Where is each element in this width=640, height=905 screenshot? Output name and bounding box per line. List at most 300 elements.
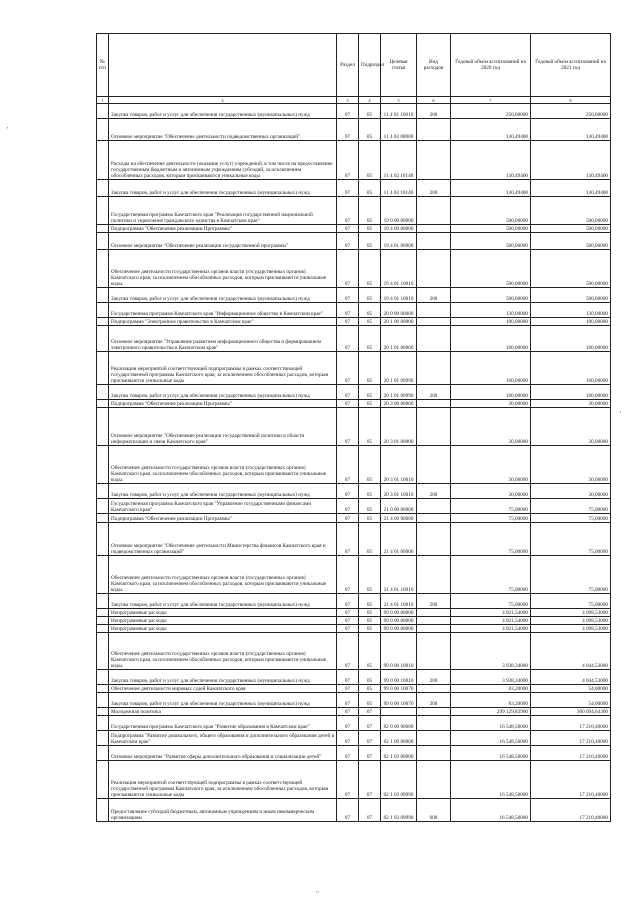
- row-amount-2020: 100,00000: [451, 326, 531, 352]
- row-amount-2021: 30,00000: [531, 484, 611, 499]
- row-amount-2021: 130,49400: [531, 119, 611, 141]
- row-amount-2020: 16 548,50000: [451, 761, 531, 799]
- row-description: Основное мероприятие "Обеспечение деятельности подведомственных организаций": [109, 119, 337, 141]
- row-expense-type: [417, 609, 451, 617]
- row-number-cell: [97, 693, 109, 708]
- table-row: [97, 180, 611, 197]
- row-amount-2020: 30,00000: [451, 446, 531, 484]
- row-amount-2020: 500,00000: [451, 250, 531, 288]
- row-amount-2021: 17 210,40000: [531, 731, 611, 746]
- row-expense-type: 200: [417, 180, 451, 197]
- row-description: Закупка товаров, работ и услуг для обеспечения государственных (муниципальных) нужд: [109, 670, 337, 685]
- row-amount-2020: 130,00000: [451, 303, 531, 318]
- row-amount-2020: 75,00000: [451, 594, 531, 609]
- header-razdel: Раздел: [337, 34, 359, 97]
- table-row: [97, 693, 611, 708]
- row-amount-2020: 75,00000: [451, 514, 531, 523]
- row-expense-type: [417, 400, 451, 408]
- row-razdel: 07: [337, 352, 359, 385]
- row-description: Непрограммные расходы: [109, 625, 337, 633]
- row-amount-2021: 500,00000: [531, 233, 611, 250]
- row-razdel: 07: [337, 514, 359, 523]
- row-razdel: 07: [337, 180, 359, 197]
- scan-mark-bottom: ": [316, 890, 319, 898]
- row-target-article: 21 4 00 00000: [381, 514, 417, 523]
- row-podrazdel: 05: [359, 446, 381, 484]
- row-amount-2020: 83,20000: [451, 693, 531, 708]
- row-description: Закупка товаров, работ и услуг для обеспечения государственных (муниципальных) нужд: [109, 385, 337, 400]
- row-number-cell: [97, 594, 109, 609]
- scan-mark-left: ': [7, 126, 9, 134]
- row-description: Подпрограмма "Развитие дошкольного, общего образования и дополнительного образования детей в Камчатском крае": [109, 731, 337, 746]
- row-razdel: 07: [337, 408, 359, 446]
- row-description: Основное мероприятие "Обеспечение реализации государственной программы": [109, 233, 337, 250]
- row-podrazdel: 05: [359, 197, 381, 225]
- row-expense-type: [417, 446, 451, 484]
- row-amount-2021: 250,00000: [531, 104, 611, 119]
- row-target-article: 11 4 01 10010: [381, 104, 417, 119]
- row-number-cell: [97, 225, 109, 233]
- row-razdel: 07: [337, 746, 359, 761]
- row-target-article: 19 0 00 00000: [381, 197, 417, 225]
- row-expense-type: [417, 250, 451, 288]
- row-amount-2021: 17 210,40000: [531, 746, 611, 761]
- row-expense-type: [417, 617, 451, 625]
- row-target-article: 99 0 00 10070: [381, 685, 417, 693]
- row-amount-2021: 4 098,53000: [531, 625, 611, 633]
- table-header-row: [97, 34, 611, 97]
- row-razdel: 07: [337, 708, 359, 716]
- row-expense-type: 600: [417, 799, 451, 822]
- row-description: Обеспечение деятельности государственных органов власти (государственных органов) Камчатского края, за исключением обособленных расходов, которым присваиваются уникальные коды.: [109, 633, 337, 670]
- row-podrazdel: 05: [359, 514, 381, 523]
- column-number: 6: [417, 97, 451, 104]
- row-podrazdel: 05: [359, 225, 381, 233]
- row-razdel: 07: [337, 484, 359, 499]
- row-description: Основное мероприятие "Обеспечение деятельности Министерства финансов Камчатского края и подведомственных организаций": [109, 523, 337, 556]
- row-amount-2020: 30,00000: [451, 400, 531, 408]
- row-amount-2020: 4 021,54000: [451, 617, 531, 625]
- row-razdel: 07: [337, 141, 359, 180]
- row-amount-2020: 500,00000: [451, 233, 531, 250]
- budget-allocation-table: [96, 33, 611, 822]
- row-amount-2021: 30,00000: [531, 408, 611, 446]
- row-description: Обеспечение деятельности государственных органов власти (государственных органов) Камчатского края, за исключением обособленных расходов, которым присваиваются уникальные коды.: [109, 250, 337, 288]
- row-description: Закупка товаров, работ и услуг для обеспечения государственных (муниципальных) нужд: [109, 484, 337, 499]
- row-podrazdel: 05: [359, 352, 381, 385]
- row-number-cell: [97, 141, 109, 180]
- table-row: [97, 594, 611, 609]
- row-razdel: 07: [337, 609, 359, 617]
- row-description: Закупка товаров, работ и услуг для обеспечения государственных (муниципальных) нужд: [109, 594, 337, 609]
- row-podrazdel: 05: [359, 408, 381, 446]
- row-podrazdel: 05: [359, 400, 381, 408]
- row-amount-2021: 75,00000: [531, 523, 611, 556]
- row-podrazdel: 05: [359, 523, 381, 556]
- row-podrazdel: 07: [359, 746, 381, 761]
- row-target-article: 20 3 01 00000: [381, 408, 417, 446]
- row-amount-2020: 16 548,50000: [451, 716, 531, 731]
- row-description: Государственная программа Камчатского края "Реализация государственной национальной политики и укрепление гражданского единства в Камчатском крае": [109, 197, 337, 225]
- row-razdel: 07: [337, 625, 359, 633]
- row-target-article: 20 1 01 00000: [381, 326, 417, 352]
- row-number-cell: [97, 250, 109, 288]
- row-amount-2021: 500,00000: [531, 250, 611, 288]
- column-number: 7: [451, 97, 531, 104]
- row-description: Государственная программа Камчатского края "Информационное общество в Камчатском крае": [109, 303, 337, 318]
- row-target-article: 19 4 01 00000: [381, 233, 417, 250]
- row-amount-2021: 130,00000: [531, 303, 611, 318]
- row-podrazdel: 05: [359, 141, 381, 180]
- row-razdel: 07: [337, 633, 359, 670]
- header-podrazdel: Подраздел: [359, 34, 381, 97]
- row-razdel: 07: [337, 499, 359, 514]
- row-razdel: 07: [337, 197, 359, 225]
- row-amount-2021: 54,00000: [531, 693, 611, 708]
- row-number-cell: [97, 446, 109, 484]
- row-amount-2021: 100,00000: [531, 385, 611, 400]
- row-amount-2020: 3 938,34000: [451, 670, 531, 685]
- row-podrazdel: 05: [359, 556, 381, 594]
- row-amount-2021: 54,00000: [531, 685, 611, 693]
- row-target-article: 21 4 01 10010: [381, 556, 417, 594]
- row-expense-type: [417, 625, 451, 633]
- table-row: [97, 761, 611, 799]
- row-number-cell: [97, 197, 109, 225]
- row-number-cell: [97, 556, 109, 594]
- row-razdel: 07: [337, 685, 359, 693]
- table-row: [97, 446, 611, 484]
- row-target-article: 11 4 02 10140: [381, 180, 417, 197]
- row-razdel: 07: [337, 594, 359, 609]
- row-expense-type: [417, 233, 451, 250]
- header-desc: [109, 34, 337, 97]
- column-number: 8: [531, 97, 611, 104]
- row-razdel: 07: [337, 318, 359, 326]
- row-amount-2021: 75,00000: [531, 594, 611, 609]
- row-podrazdel: 05: [359, 233, 381, 250]
- table-row: [97, 326, 611, 352]
- row-podrazdel: 05: [359, 685, 381, 693]
- row-target-article: 99 0 00 10010: [381, 633, 417, 670]
- row-amount-2020: 75,00000: [451, 499, 531, 514]
- row-amount-2021: 17 210,40000: [531, 799, 611, 822]
- row-target-article: 99 0 00 00000: [381, 609, 417, 617]
- row-amount-2020: 4 021,54000: [451, 625, 531, 633]
- row-razdel: 07: [337, 716, 359, 731]
- row-expense-type: 200: [417, 288, 451, 303]
- row-number-cell: [97, 484, 109, 499]
- table-row: [97, 685, 611, 693]
- row-number-cell: [97, 318, 109, 326]
- row-number-cell: [97, 288, 109, 303]
- row-description: Непрограммные расходы: [109, 609, 337, 617]
- row-amount-2021: 300 094,64300: [531, 708, 611, 716]
- row-target-article: 20 3 00 00000: [381, 400, 417, 408]
- row-amount-2021: 17 210,40000: [531, 716, 611, 731]
- row-amount-2020: 130,49400: [451, 141, 531, 180]
- row-target-article: 21 4 01 10010: [381, 594, 417, 609]
- row-expense-type: [417, 716, 451, 731]
- row-podrazdel: 05: [359, 326, 381, 352]
- table-row: [97, 499, 611, 514]
- row-description: Основное мероприятие "Развитие сферы дополнительного образования и социализации детей": [109, 746, 337, 761]
- table-row: [97, 233, 611, 250]
- table-row: [97, 617, 611, 625]
- row-number-cell: [97, 625, 109, 633]
- row-target-article: 19 4 01 10010: [381, 288, 417, 303]
- row-number-cell: [97, 799, 109, 822]
- row-podrazdel: 05: [359, 693, 381, 708]
- row-description: Реализация мероприятий соответствующей подпрограммы в рамках соответствующей государственной программы Камчатского края, за исключением обособленных расходов, которым присваиваются уникальные коды: [109, 352, 337, 385]
- row-target-article: 11 4 02 00000: [381, 119, 417, 141]
- table-row: [97, 670, 611, 685]
- table-row: [97, 197, 611, 225]
- row-target-article: 20 1 00 00000: [381, 318, 417, 326]
- row-description: Государственная программа Камчатского края "Управление государственными финансами Камчатского края": [109, 499, 337, 514]
- row-number-cell: [97, 400, 109, 408]
- row-razdel: 07: [337, 104, 359, 119]
- row-podrazdel: 05: [359, 288, 381, 303]
- table-row: [97, 104, 611, 119]
- row-expense-type: [417, 326, 451, 352]
- row-expense-type: [417, 408, 451, 446]
- row-amount-2021: 75,00000: [531, 556, 611, 594]
- column-number: 4: [359, 97, 381, 104]
- row-amount-2021: 100,00000: [531, 318, 611, 326]
- table-row: [97, 288, 611, 303]
- row-number-cell: [97, 104, 109, 119]
- row-target-article: 99 0 00 10070: [381, 693, 417, 708]
- row-podrazdel: 05: [359, 303, 381, 318]
- row-razdel: 07: [337, 556, 359, 594]
- row-expense-type: [417, 352, 451, 385]
- row-number-cell: [97, 514, 109, 523]
- row-razdel: 07: [337, 400, 359, 408]
- row-razdel: 07: [337, 288, 359, 303]
- row-target-article: 20 3 01 10010: [381, 446, 417, 484]
- table-row: [97, 303, 611, 318]
- row-description: Предоставление субсидий бюджетным, автономным учреждениям и иным некоммерческим организациям: [109, 799, 337, 822]
- row-expense-type: [417, 633, 451, 670]
- row-description: Обеспечение деятельности государственных органов власти (государственных органов) Камчатского края, за исключением обособленных расходов, которым присваиваются уникальные коды.: [109, 556, 337, 594]
- row-podrazdel: 07: [359, 716, 381, 731]
- table-row: [97, 250, 611, 288]
- row-amount-2021: 4 044,53000: [531, 670, 611, 685]
- row-number-cell: [97, 708, 109, 716]
- row-target-article: 02 1 03 09990: [381, 799, 417, 822]
- row-expense-type: [417, 761, 451, 799]
- row-podrazdel: 07: [359, 731, 381, 746]
- row-description: Подпрограмма "Электронное правительство в Камчатском крае": [109, 318, 337, 326]
- row-number-cell: [97, 326, 109, 352]
- row-razdel: 07: [337, 761, 359, 799]
- row-razdel: 07: [337, 446, 359, 484]
- row-expense-type: [417, 708, 451, 716]
- row-expense-type: 200: [417, 104, 451, 119]
- row-amount-2021: 130,49400: [531, 141, 611, 180]
- row-amount-2021: 500,00000: [531, 197, 611, 225]
- table-row: [97, 408, 611, 446]
- row-razdel: 07: [337, 799, 359, 822]
- row-podrazdel: 05: [359, 625, 381, 633]
- table-row: [97, 400, 611, 408]
- row-expense-type: [417, 197, 451, 225]
- row-podrazdel: 05: [359, 318, 381, 326]
- row-amount-2020: 500,00000: [451, 225, 531, 233]
- row-number-cell: [97, 352, 109, 385]
- header-csr: Целевая статья: [381, 34, 417, 97]
- row-number-cell: [97, 385, 109, 400]
- row-target-article: 11 4 02 10140: [381, 141, 417, 180]
- column-number: 1: [97, 97, 109, 104]
- row-amount-2020: 30,00000: [451, 408, 531, 446]
- header-2021: Годовой объем ассигнований на 2021 год: [531, 34, 611, 97]
- table-row: [97, 633, 611, 670]
- row-podrazdel: 05: [359, 594, 381, 609]
- row-target-article: 99 0 00 10010: [381, 670, 417, 685]
- row-amount-2020: 250,00000: [451, 104, 531, 119]
- row-razdel: 07: [337, 119, 359, 141]
- row-amount-2020: 100,00000: [451, 385, 531, 400]
- row-description: Подпрограмма "Обеспечение реализации Программы": [109, 514, 337, 523]
- row-amount-2021: 17 210,40000: [531, 761, 611, 799]
- row-expense-type: [417, 119, 451, 141]
- header-num: № п/п: [97, 34, 109, 97]
- row-target-article: 19 4 01 10010: [381, 250, 417, 288]
- row-expense-type: [417, 303, 451, 318]
- row-description: Обеспечение деятельности государственных органов власти (государственных органов) Камчатского края, за исключением обособленных расходов, которым присваиваются уникальные коды.: [109, 446, 337, 484]
- row-amount-2020: 500,00000: [451, 197, 531, 225]
- row-description: Закупка товаров, работ и услуг для обеспечения государственных (муниципальных) нужд: [109, 288, 337, 303]
- row-amount-2021: 4 098,53000: [531, 609, 611, 617]
- table-row: [97, 799, 611, 822]
- row-razdel: 07: [337, 233, 359, 250]
- table-row: [97, 746, 611, 761]
- row-target-article: 20 1 01 09990: [381, 352, 417, 385]
- row-expense-type: [417, 514, 451, 523]
- row-target-article: [381, 708, 417, 716]
- row-expense-type: [417, 523, 451, 556]
- row-expense-type: 200: [417, 594, 451, 609]
- row-podrazdel: 05: [359, 104, 381, 119]
- row-expense-type: 200: [417, 670, 451, 685]
- header-2020: Годовой объем ассигнований на 2020 год: [451, 34, 531, 97]
- row-podrazdel: 07: [359, 708, 381, 716]
- row-amount-2021: 100,00000: [531, 326, 611, 352]
- header-vid: Вид расходов: [417, 34, 451, 97]
- row-amount-2020: 500,00000: [451, 288, 531, 303]
- row-description: Основное мероприятие "Обеспечение реализации государственной политики в области информатизации и связи Камчатского края": [109, 408, 337, 446]
- row-number-cell: [97, 617, 109, 625]
- row-podrazdel: 05: [359, 119, 381, 141]
- row-expense-type: [417, 685, 451, 693]
- table-row: [97, 352, 611, 385]
- row-razdel: 07: [337, 385, 359, 400]
- row-razdel: 07: [337, 523, 359, 556]
- row-amount-2021: 500,00000: [531, 288, 611, 303]
- table-row: [97, 731, 611, 746]
- row-number-cell: [97, 180, 109, 197]
- row-amount-2020: 16 548,50000: [451, 799, 531, 822]
- row-expense-type: 200: [417, 693, 451, 708]
- row-razdel: 07: [337, 326, 359, 352]
- row-podrazdel: 05: [359, 180, 381, 197]
- row-expense-type: [417, 141, 451, 180]
- table-row: [97, 225, 611, 233]
- row-description: Закупка товаров, работ и услуг для обеспечения государственных (муниципальных) нужд: [109, 180, 337, 197]
- column-number-row: [97, 97, 611, 104]
- row-description: Молодежная политика: [109, 708, 337, 716]
- table-row: [97, 119, 611, 141]
- row-razdel: 07: [337, 670, 359, 685]
- row-amount-2020: 299 129,83900: [451, 708, 531, 716]
- row-description: Реализация мероприятий соответствующей подпрограммы в рамках соответствующей государственной программы Камчатского края, за исключением обособленных расходов, которым присваиваются уникальные коды: [109, 761, 337, 799]
- row-expense-type: 200: [417, 484, 451, 499]
- row-number-cell: [97, 670, 109, 685]
- row-podrazdel: 05: [359, 633, 381, 670]
- row-target-article: 02 1 00 00000: [381, 731, 417, 746]
- row-number-cell: [97, 609, 109, 617]
- table-row: [97, 385, 611, 400]
- row-amount-2020: 130,49400: [451, 119, 531, 141]
- row-podrazdel: 05: [359, 609, 381, 617]
- row-description: Подпрограмма "Обеспечение реализации Программы": [109, 400, 337, 408]
- row-number-cell: [97, 746, 109, 761]
- row-number-cell: [97, 633, 109, 670]
- row-number-cell: [97, 499, 109, 514]
- row-description: Закупка товаров, работ и услуг для обеспечения государственных (муниципальных) нужд: [109, 104, 337, 119]
- column-number: 3: [337, 97, 359, 104]
- row-razdel: 07: [337, 303, 359, 318]
- row-expense-type: 200: [417, 385, 451, 400]
- row-amount-2021: 500,00000: [531, 225, 611, 233]
- row-description: Закупка товаров, работ и услуг для обеспечения государственных (муниципальных) нужд: [109, 693, 337, 708]
- row-number-cell: [97, 233, 109, 250]
- row-razdel: 07: [337, 225, 359, 233]
- row-podrazdel: 05: [359, 385, 381, 400]
- row-number-cell: [97, 716, 109, 731]
- row-podrazdel: 05: [359, 250, 381, 288]
- row-podrazdel: 07: [359, 799, 381, 822]
- row-number-cell: [97, 408, 109, 446]
- row-target-article: 02 1 03 09990: [381, 761, 417, 799]
- row-description: Обеспечение деятельности мировых судей Камчатского края: [109, 685, 337, 693]
- row-description: Основное мероприятие "Управление развитием информационного общества и формированием электронного правительства в Камчатском крае": [109, 326, 337, 352]
- row-razdel: 07: [337, 617, 359, 625]
- row-amount-2020: 83,20000: [451, 685, 531, 693]
- row-amount-2020: 75,00000: [451, 523, 531, 556]
- row-amount-2020: 30,00000: [451, 484, 531, 499]
- table-row: [97, 318, 611, 326]
- row-amount-2021: 100,00000: [531, 352, 611, 385]
- row-amount-2021: 75,00000: [531, 499, 611, 514]
- row-number-cell: [97, 523, 109, 556]
- row-razdel: 07: [337, 250, 359, 288]
- row-target-article: 20 1 01 09990: [381, 385, 417, 400]
- row-expense-type: [417, 225, 451, 233]
- row-expense-type: [417, 731, 451, 746]
- table-row: [97, 484, 611, 499]
- row-razdel: 07: [337, 731, 359, 746]
- row-amount-2020: 3 938,34000: [451, 633, 531, 670]
- row-target-article: 19 4 00 00000: [381, 225, 417, 233]
- row-amount-2021: 4 098,53000: [531, 617, 611, 625]
- row-target-article: 21 0 00 00000: [381, 499, 417, 514]
- row-description: Расходы на обеспечение деятельности (оказание услуг) учреждений, в том числе на предоставление государственным бюджетным и автономным учреждениям субсидий, за исключением обособленных расходов, которым присваиваются уникальные коды: [109, 141, 337, 180]
- row-target-article: 02 0 00 00000: [381, 716, 417, 731]
- row-number-cell: [97, 731, 109, 746]
